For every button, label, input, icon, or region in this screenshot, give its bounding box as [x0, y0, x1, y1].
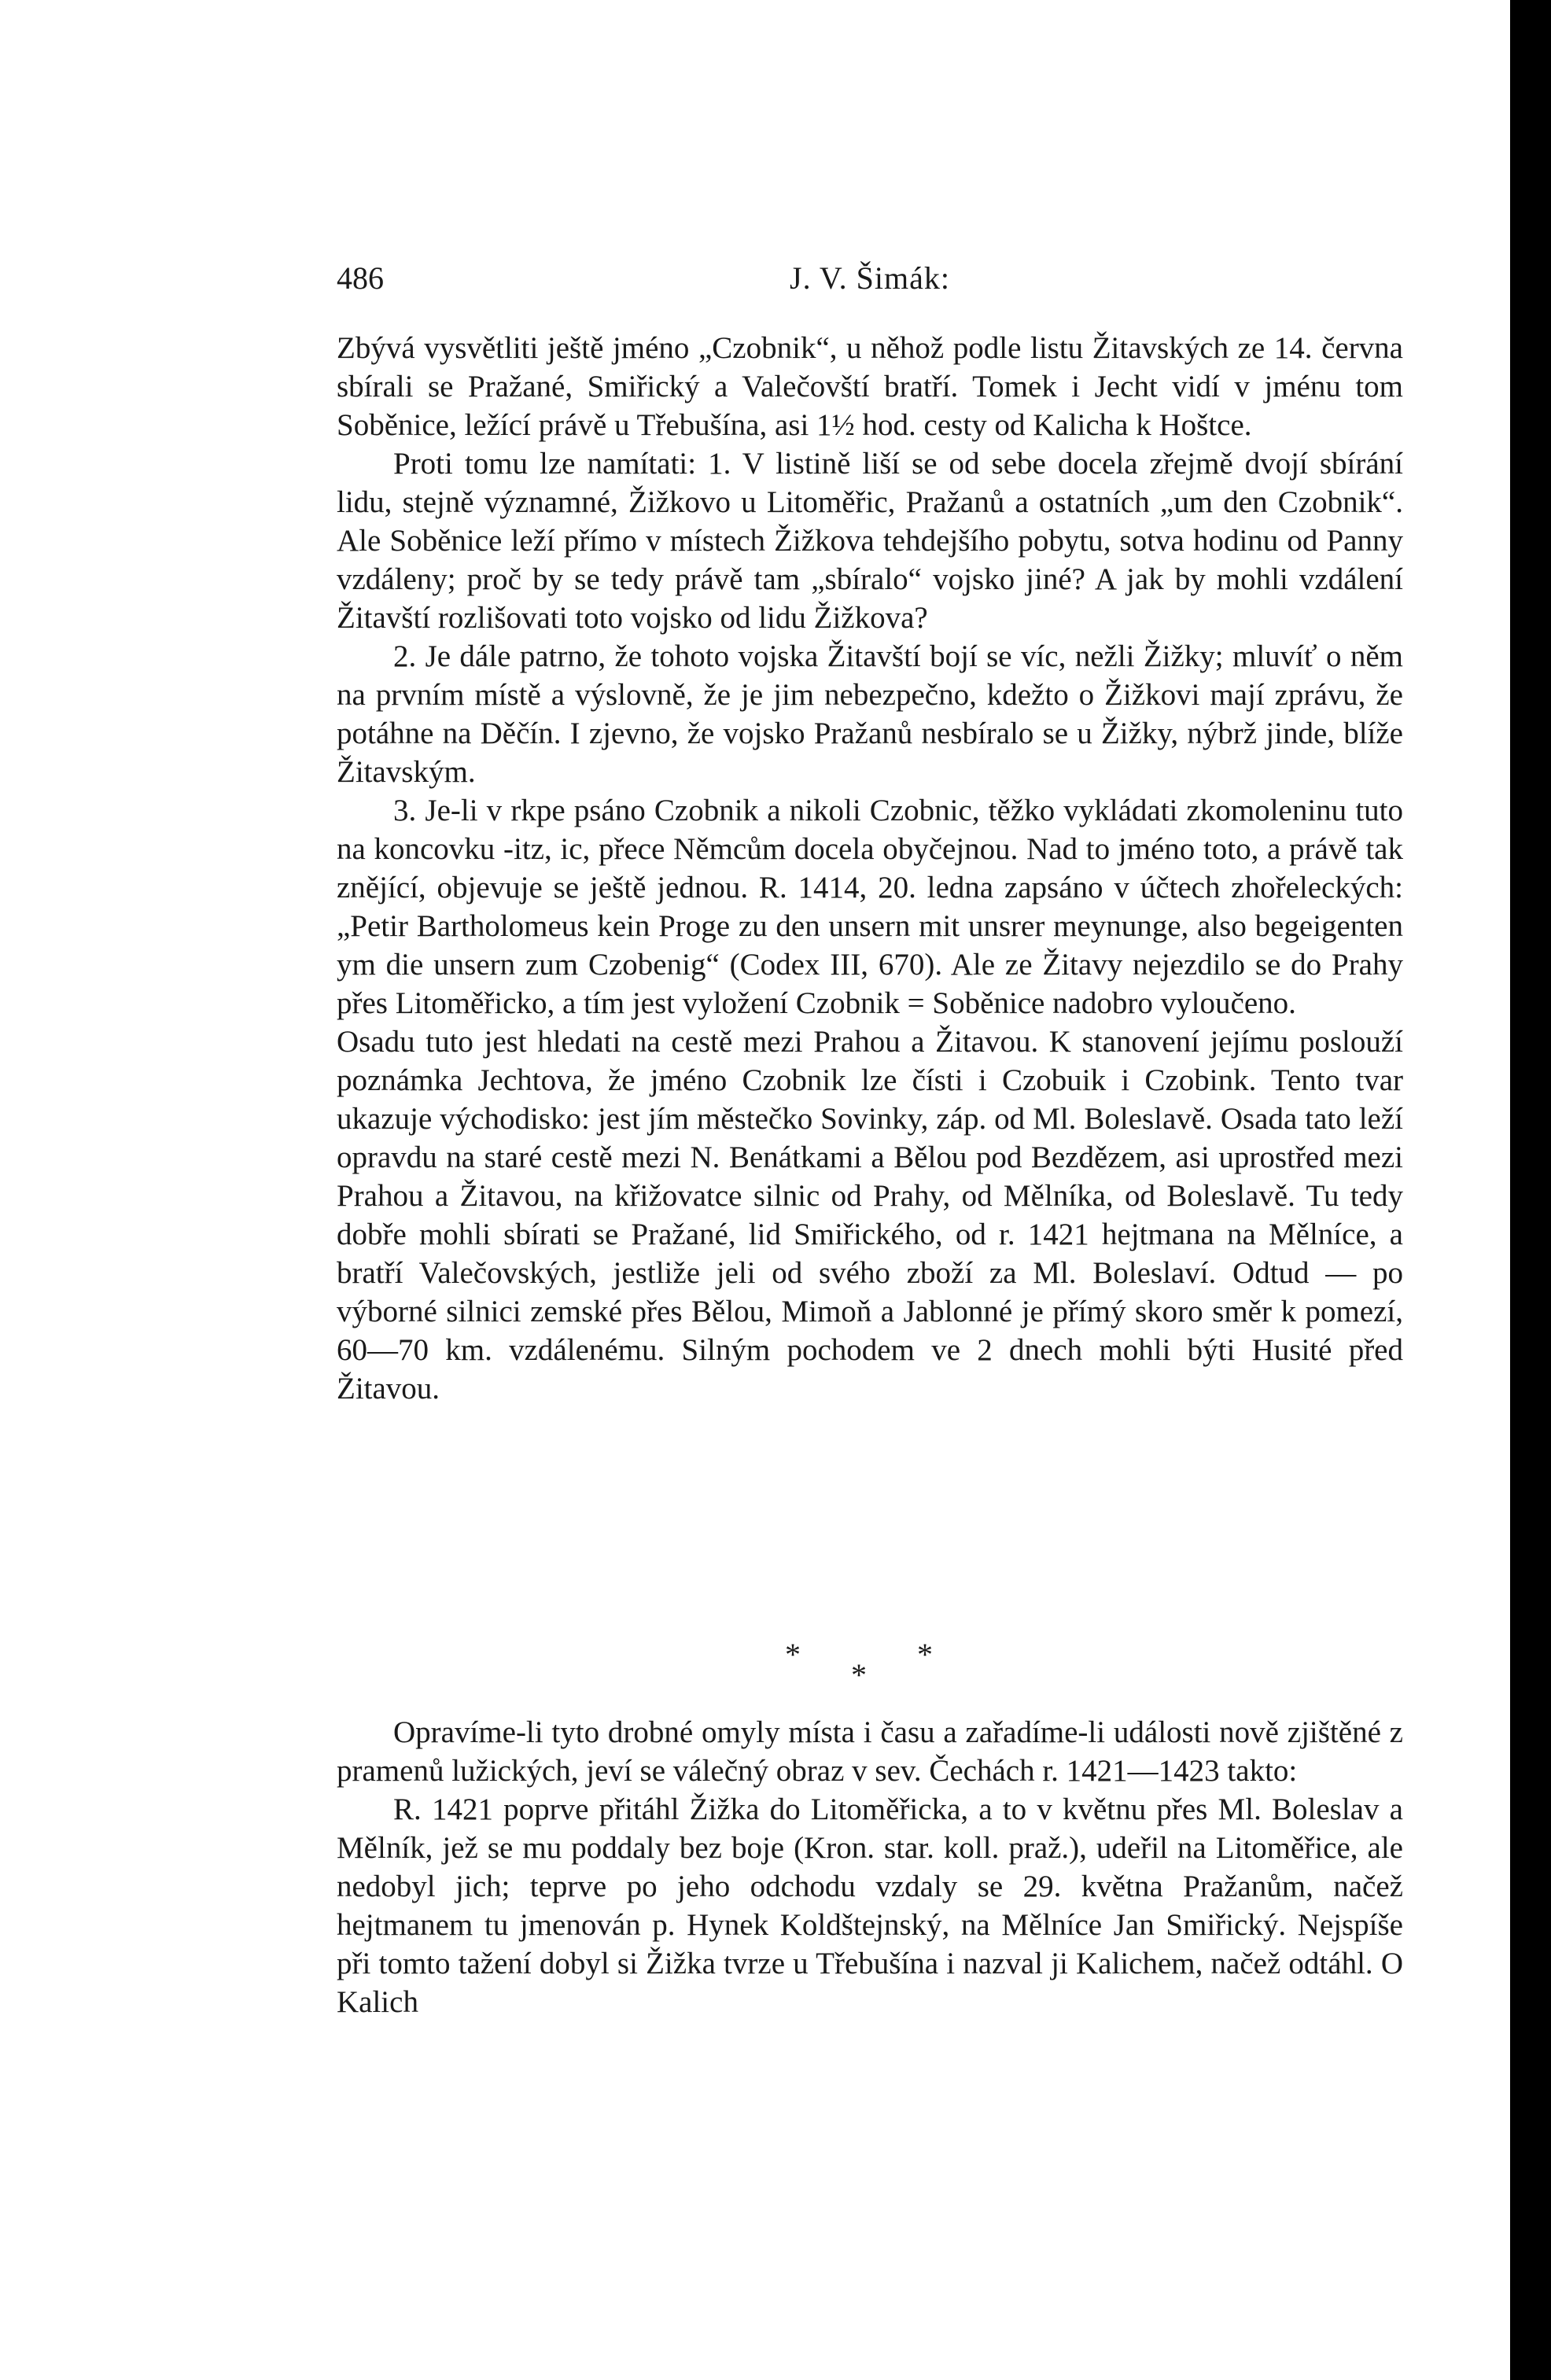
paragraph-sovinky: Osadu tuto jest hledati na cestě mezi Prahou a Žitavou. K stanovení jejímu poslouží poznámka Jechtova, že jméno Czobnik lze čísti i Czobuik i Czobink. Tento tvar ukazuje východisko: jest jím městečko Sovinky, záp. od Ml. Boleslavě. Osada tato leží opravdu na staré cestě mezi N. Benátkami a Bělou pod Bezdězem, asi uprostřed mezi Prahou a Žitavou, na křižovatce silnic od Prahy, od Mělníka, od Boleslavě. Tu tedy dobře mohli sbírati se Pražané, lid Smiřického, od r. 1421 hejtmana na Mělníce, a bratří Valečovských, jestliže jeli od svého zboží za Ml. Boleslaví. Odtud — po výborné silnici zemské přes Bělou, Mimoň a Jablonné je přímý skoro směr k pomezí, 60—70 km. vzdálenému. Silným pochodem ve 2 dnech mohli býti Husité před Žitavou.	[337, 1025, 1403, 1406]
closing-text	[337, 1713, 1403, 2021]
running-head: J. V. Šimák:	[790, 260, 950, 296]
divider-star: *	[851, 1657, 867, 1693]
paragraph-objection-1: Proti tomu lze namítati: 1. V listině liší se od sebe docela zřejmě dvojí sbírání lidu, stejně významné, Žižkovo u Litoměřic, Pražanů a ostatních „um den Czobnik“. Ale Soběnice leží přímo v místech Žižkova tehdejšího pobytu, sotva hodinu od Panny vzdáleny; proč by se tedy právě tam „sbíralo“ vojsko jiné? A jak by mohli vzdálení Žitavští rozlišovati toto vojsko od lidu Žižkova?	[337, 447, 1403, 635]
page-number: 486	[337, 260, 384, 296]
divider-star: *	[785, 1637, 801, 1672]
paragraph-1421: R. 1421 poprve přitáhl Žižka do Litoměřicka, a to v květnu přes Ml. Boleslav a Mělník, jež se mu poddaly bez boje (Kron. star. koll. praž.), udeřil na Litoměřice, ale nedobyl jich; teprve po jeho odchodu vzdaly se 29. května Pražanům, načež hejtmanem tu jmenován p. Hynek Koldštejnský, na Mělníce Jan Smiřický. Nejspíše při tomto tažení dobyl si Žižka tvrze u Třebušína i nazval ji Kalichem, načež odtáhl. O Kalich	[337, 1792, 1403, 2019]
paragraph-objection-3: 3. Je-li v rkpe psáno Czobnik a nikoli Czobnic, těžko vykládati zkomoleninu tuto na koncovku -itz, ic, přece Němcům docela obyčejnou. Nad to jméno toto, a právě tak znějící, objevuje se ještě jednou. R. 1414, 20. ledna zapsáno v účtech zhořeleckých: „Petir Bartholomeus kein Proge zu den unsern mit unsrer meynunge, also begeigenten ym die unsern zum Czobenig“ (Codex III, 670). Ale ze Žitavy nejezdilo se do Prahy přes Litoměřicko, a tím jest vyložení Czobnik = Soběnice nadobro vyloučeno.	[337, 794, 1403, 1020]
paragraph-objection-2: 2. Je dále patrno, že tohoto vojska Žitavští bojí se víc, nežli Žižky; mluvíť o něm na prvním místě a výslovně, že je jim nebezpečno, kdežto o Žižkovi mají zprávu, že potáhne na Děčín. I zjevno, že vojsko Pražanů nesbíralo se u Žižky, nýbrž jinde, blíže Žitavským.	[337, 639, 1403, 789]
paragraph-czobnik-intro: Zbývá vysvětliti ještě jméno „Czobnik“, u něhož podle listu Žitavských ze 14. června sbírali se Pražané, Smiřický a Valečovští bratří. Tomek i Jecht vidí v jménu tom Soběnice, ležící právě u Třebušína, asi 1½ hod. cesty od Kalicha k Hoštce.	[337, 331, 1403, 442]
divider-star: *	[917, 1637, 933, 1672]
section-divider	[0, 1636, 1510, 1699]
paragraph-summary-intro: Opravíme-li tyto drobné omyly místa i času a zařadíme-li události nově zjištěné z pramenů lužických, jeví se válečný obraz v sev. Čechách r. 1421—1423 takto:	[337, 1715, 1403, 1788]
main-text	[337, 329, 1403, 1408]
